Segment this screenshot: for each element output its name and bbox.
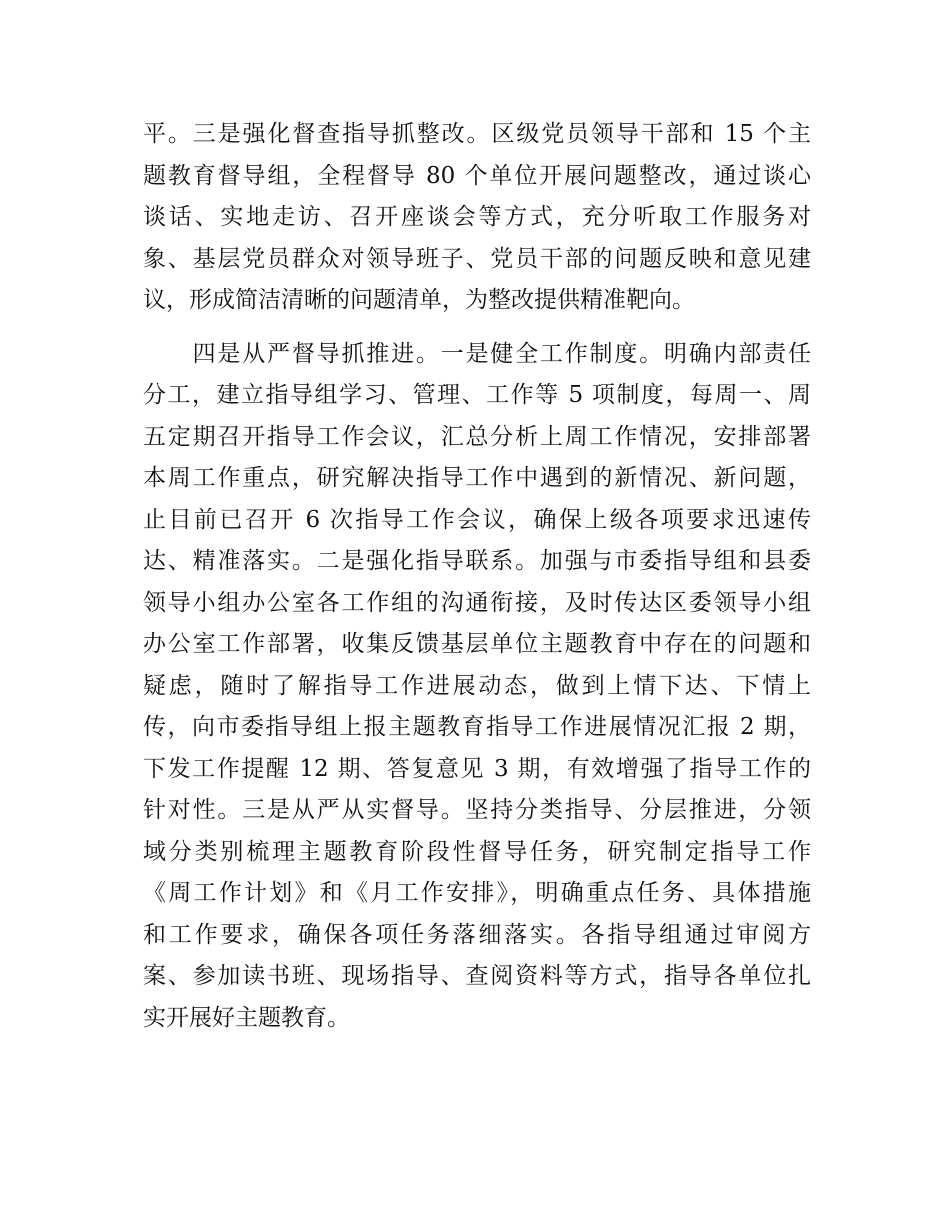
paragraph-line: 实开展好主题教育。 [143, 1004, 350, 1031]
paragraph-line: 四是从严督导抓推进。一是健全工作制度。明确内部责任 [143, 340, 811, 367]
paragraph-line: 办公室工作部署，收集反馈基层单位主题教育中存在的问题和 [143, 631, 811, 657]
paragraph-line: 题教育督导组，全程督导 80 个单位开展问题整改，通过谈心 [143, 162, 811, 189]
paragraph-line: 案、参加读书班、现场指导、查阅资料等方式，指导各单位扎 [143, 963, 811, 989]
paragraph-line: 和工作要求，确保各项任务落细落实。各指导组通过审阅方 [143, 921, 811, 948]
paragraph-line: 领导小组办公室各工作组的沟通衔接，及时传达区委领导小组 [143, 589, 811, 616]
paragraph-line: 疑虑，随时了解指导工作进展动态，做到上情下达、下情上 [143, 672, 811, 699]
paragraph-line: 本周工作重点，研究解决指导工作中遇到的新情况、新问题， [143, 465, 811, 491]
paragraph-line: 分工，建立指导组学习、管理、工作等 5 项制度，每周一、周 [143, 382, 811, 408]
paragraph-line: 针对性。三是从严从实督导。坚持分类指导、分层推进，分领 [143, 797, 811, 823]
paragraph-line: 谈话、实地走访、召开座谈会等方式，充分听取工作服务对 [143, 204, 811, 230]
document-body [143, 114, 811, 1039]
paragraph-1 [143, 114, 811, 322]
paragraph-line: 下发工作提醒 12 期、答复意见 3 期，有效增强了指导工作的 [143, 755, 811, 782]
paragraph-line: 止目前已召开 6 次指导工作会议，确保上级各项要求迅速传 [143, 506, 811, 533]
paragraph-line: 平。三是强化督查指导抓整改。区级党员领导干部和 15 个主 [143, 121, 811, 147]
paragraph-line: 象、基层党员群众对领导班子、党员干部的问题反映和意见建 [143, 245, 811, 272]
paragraph-line: 议，形成简洁清晰的问题清单，为整改提供精准靶向。 [143, 287, 695, 313]
paragraph-line: 域分类别梳理主题教育阶段性督导任务，研究制定指导工作 [143, 838, 811, 865]
paragraph-line: 《周工作计划》和《月工作安排》，明确重点任务、具体措施 [143, 880, 811, 906]
paragraph-line: 五定期召开指导工作会议，汇总分析上周工作情况，安排部署 [143, 423, 811, 450]
paragraph-2 [143, 334, 811, 1040]
paragraph-line: 传，向市委指导组上报主题教育指导工作进展情况汇报 2 期， [143, 714, 811, 740]
paragraph-line: 达、精准落实。二是强化指导联系。加强与市委指导组和县委 [143, 548, 811, 574]
paragraph-spacer [143, 322, 811, 334]
